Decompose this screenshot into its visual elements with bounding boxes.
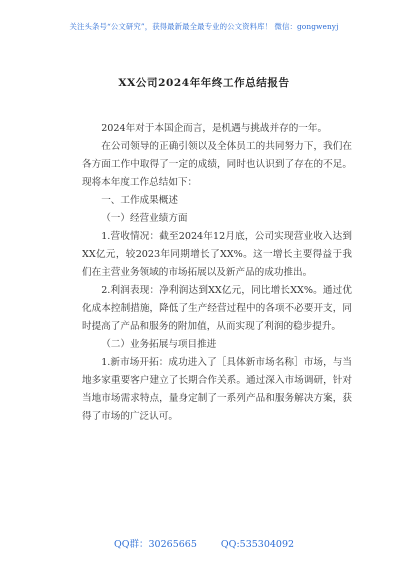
- section-heading-work-results: 一、工作成果概述: [101, 195, 178, 206]
- footer-contact: [0, 536, 408, 550]
- paragraph-profit: 2.利润表现：净利润达到XX亿元，同比增长XX%。通过优化成本控制措施，降低了生产经营过程中的各项不必要开支，同时提高了产品和服务的附加值，从而实现了利润的稳步提升。: [82, 285, 352, 332]
- header-banner: 关注头条号“公文研究”，获得最新最全最专业的公文资料库！ 微信：gongwenyj: [69, 22, 339, 31]
- document-title: XX公司2024年年终工作总结报告: [118, 77, 290, 89]
- paragraph-revenue: 1.营收情况：截至2024年12月底，公司实现营业收入达到XX亿元，较2023年同期增长了XX%。这一增长主要得益于我们在主营业务领域的市场拓展以及新产品的成功推出。: [82, 231, 352, 278]
- subsection-heading-business-performance: （一）经营业绩方面: [101, 213, 188, 224]
- footer-qq-group: QQ群：30265665: [113, 539, 197, 550]
- subsection-heading-business-expansion: （二）业务拓展与项目推进: [101, 339, 217, 350]
- intro-paragraph-2: 在公司领导的正确引领以及全体员工的共同努力下，我们在各方面工作中取得了一定的成绩，同时也认识到了存在的不足。现将本年度工作总结如下：: [82, 141, 352, 188]
- paragraph-new-market: 1.新市场开拓：成功进入了［具体新市场名称］市场，与当地多家重要客户建立了长期合作关系。通过深入市场调研，针对当地市场需求特点，量身定制了一系列产品和服务解决方案，获得了市场的广泛认可。: [82, 357, 352, 422]
- footer-qq: QQ:535304092: [220, 539, 295, 550]
- document-body: [82, 120, 352, 426]
- intro-paragraph-1: 2024年对于本国企而言，是机遇与挑战并存的一年。: [101, 123, 328, 134]
